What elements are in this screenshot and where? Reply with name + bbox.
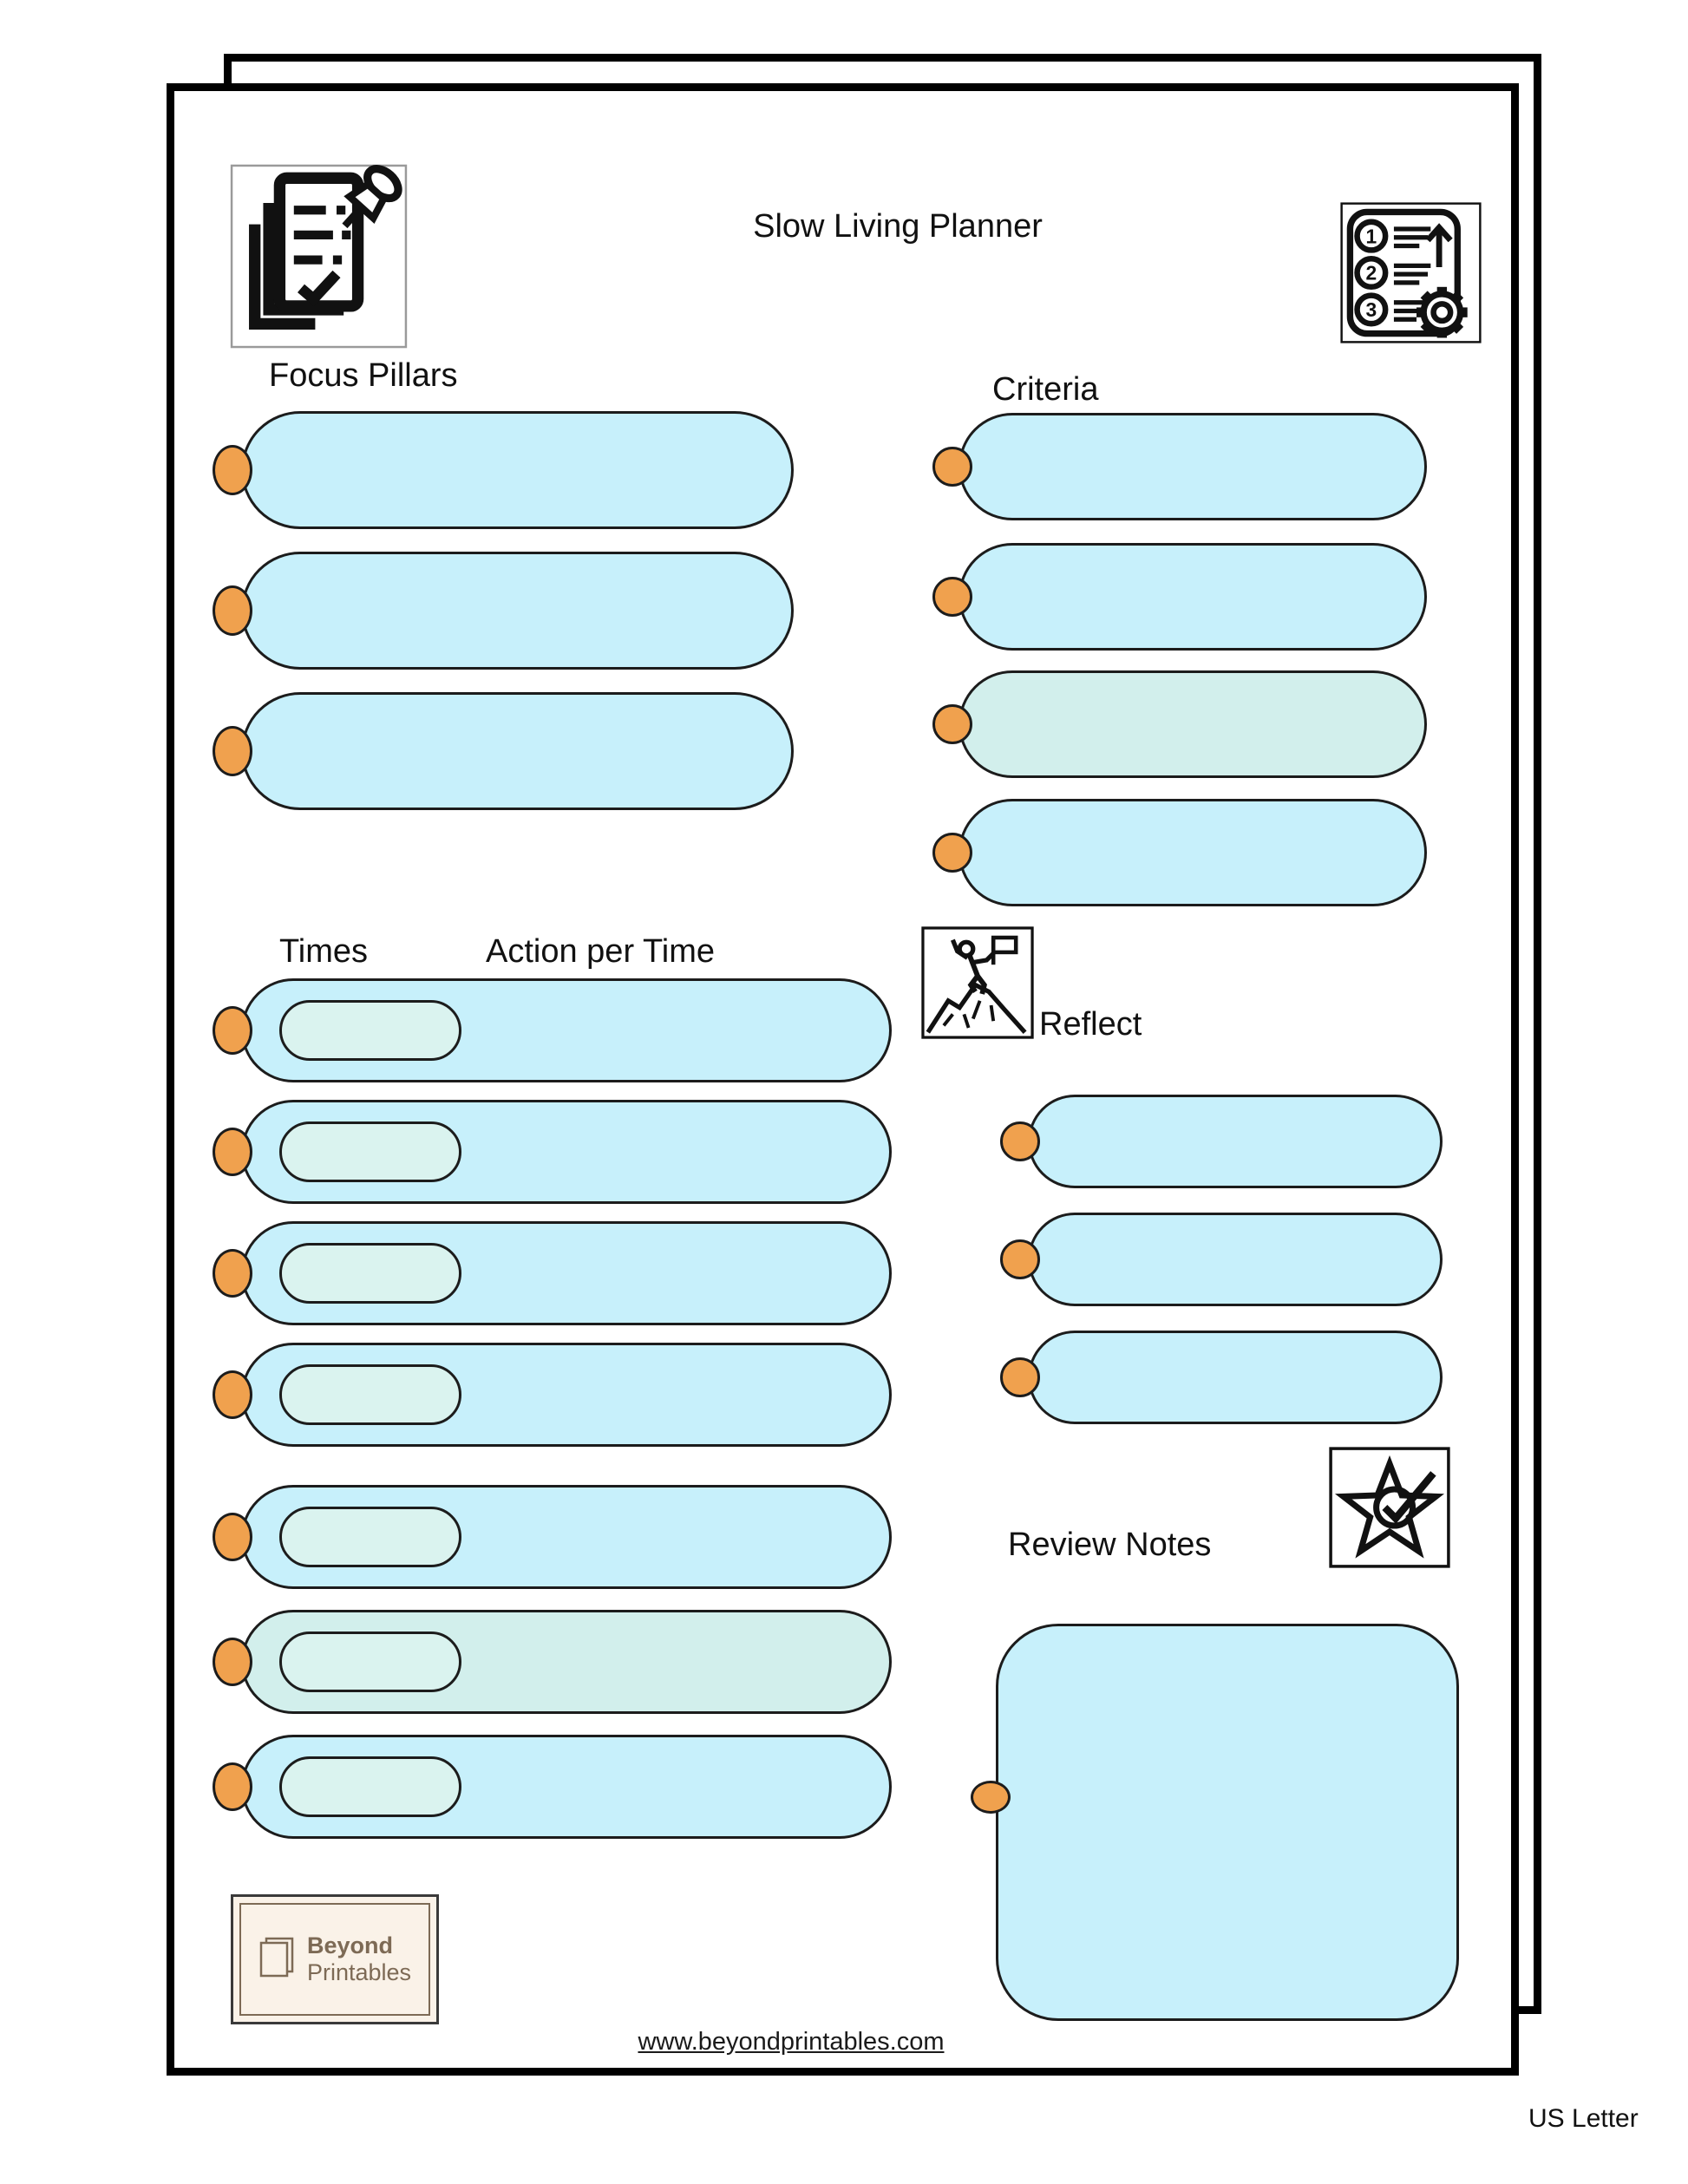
brand-logo <box>231 1894 439 2024</box>
orange-marker-dot <box>932 833 972 873</box>
orange-marker-dot <box>1000 1239 1040 1279</box>
time-field[interactable] <box>279 1243 461 1304</box>
orange-marker-dot <box>213 726 252 776</box>
star-check-icon <box>1329 1447 1450 1568</box>
orange-marker-dot <box>213 1762 252 1811</box>
reflect-heading: Reflect <box>1039 1006 1142 1043</box>
action-per-time-field[interactable] <box>241 978 892 1082</box>
criteria-field[interactable] <box>958 413 1427 520</box>
time-field[interactable] <box>279 1000 461 1061</box>
time-field[interactable] <box>279 1756 461 1817</box>
action-per-time-field[interactable] <box>241 1735 892 1839</box>
orange-marker-dot <box>971 1781 1011 1814</box>
orange-marker-dot <box>1000 1357 1040 1397</box>
orange-marker-dot <box>1000 1121 1040 1161</box>
numbered-steps-gear-icon <box>1340 202 1482 343</box>
reflect-field[interactable] <box>1028 1331 1443 1424</box>
orange-marker-dot <box>932 577 972 617</box>
orange-marker-dot <box>932 704 972 744</box>
review-notes-heading: Review Notes <box>1008 1527 1212 1563</box>
criteria-field[interactable] <box>958 543 1427 651</box>
time-field[interactable] <box>279 1121 461 1182</box>
time-field[interactable] <box>279 1631 461 1692</box>
criteria-field[interactable] <box>958 799 1427 906</box>
orange-marker-dot <box>213 445 252 495</box>
action-per-time-heading: Action per Time <box>486 933 715 970</box>
criteria-heading: Criteria <box>992 371 1099 408</box>
orange-marker-dot <box>213 1006 252 1055</box>
focus-pillars-heading: Focus Pillars <box>269 357 458 394</box>
svg-text:3: 3 <box>1365 298 1377 322</box>
website-link[interactable]: www.beyondprintables.com <box>638 2028 945 2056</box>
orange-marker-dot <box>213 1370 252 1419</box>
focus-pillar-field[interactable] <box>241 692 794 810</box>
action-per-time-field[interactable] <box>241 1343 892 1447</box>
orange-marker-dot <box>932 447 972 487</box>
focus-pillar-field[interactable] <box>241 411 794 529</box>
criteria-field[interactable] <box>958 670 1427 778</box>
summit-flag-icon <box>921 926 1034 1039</box>
documents-icon <box>258 1937 297 1983</box>
reflect-field[interactable] <box>1028 1095 1443 1188</box>
action-per-time-field[interactable] <box>241 1221 892 1325</box>
action-per-time-field[interactable] <box>241 1485 892 1589</box>
action-per-time-field[interactable] <box>241 1610 892 1714</box>
focus-pillar-field[interactable] <box>241 552 794 670</box>
reflect-field[interactable] <box>1028 1213 1443 1306</box>
review-notes-field[interactable] <box>996 1624 1459 2021</box>
orange-marker-dot <box>213 585 252 636</box>
svg-text:1: 1 <box>1365 225 1377 248</box>
orange-marker-dot <box>213 1638 252 1686</box>
paper-size-label: US Letter <box>1528 2104 1639 2133</box>
time-field[interactable] <box>279 1507 461 1567</box>
brand-logo-text: Beyond Printables <box>306 1932 412 1985</box>
page-title: Slow Living Planner <box>753 208 1043 245</box>
orange-marker-dot <box>213 1249 252 1298</box>
time-field[interactable] <box>279 1364 461 1425</box>
orange-marker-dot <box>213 1128 252 1176</box>
front-page-sheet <box>167 83 1519 2076</box>
brand-logo-frame <box>239 1903 430 2016</box>
action-per-time-field[interactable] <box>241 1100 892 1204</box>
pinned-notes-icon <box>230 163 408 350</box>
times-heading: Times <box>279 933 369 970</box>
svg-text:2: 2 <box>1365 261 1377 284</box>
orange-marker-dot <box>213 1513 252 1561</box>
